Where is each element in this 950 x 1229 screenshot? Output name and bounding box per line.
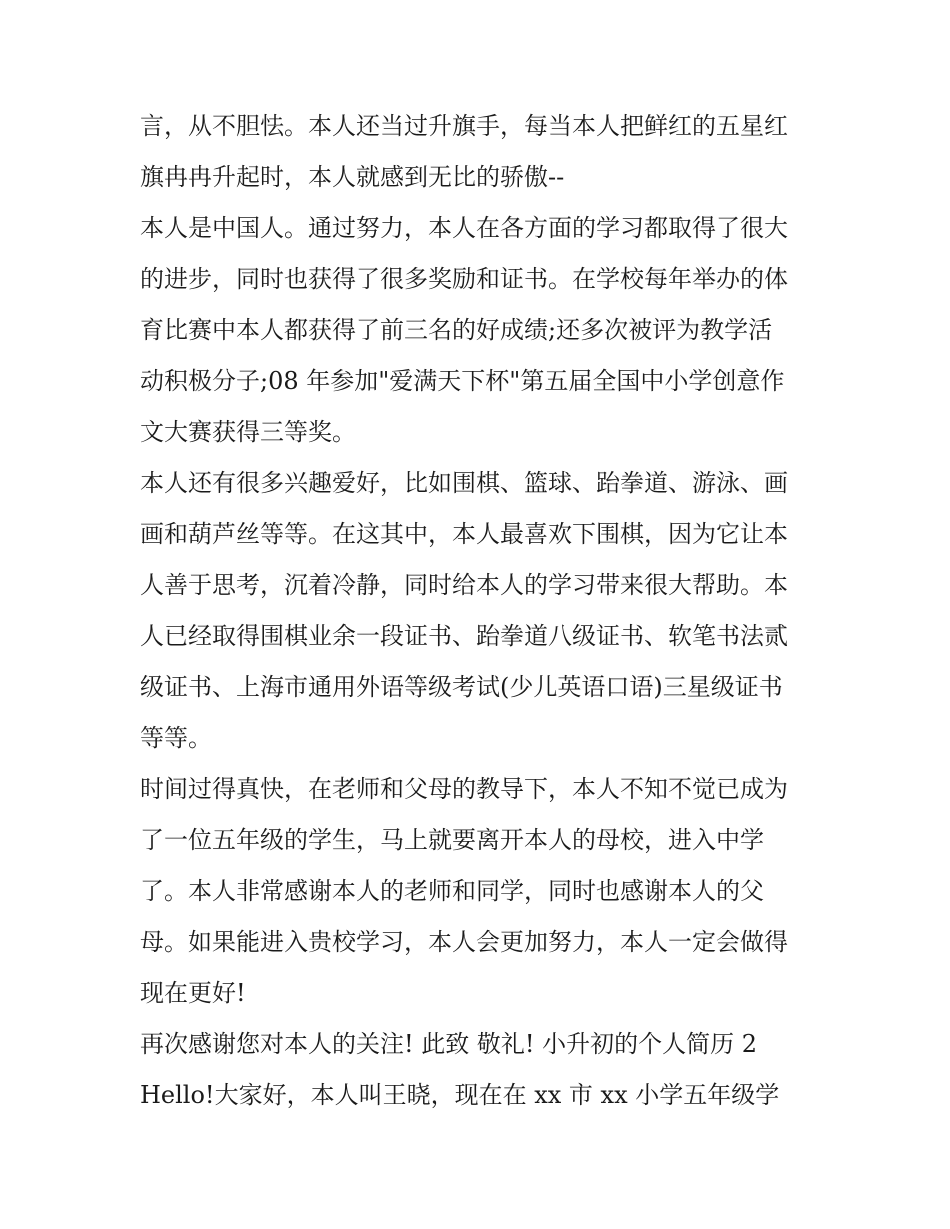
text-line: 动积极分子;08 年参加"爱满天下杯"第五届全国中小学创意作 [140, 367, 785, 395]
text-line: Hello!大家好，本人叫王晓，现在在 xx 市 xx 小学五年级学 [140, 1081, 780, 1109]
text-line: 等等。 [140, 724, 212, 752]
text-line: 旗冉冉升起时，本人就感到无比的骄傲-- [140, 163, 565, 191]
text-line: 言，从不胆怯。本人还当过升旗手，每当本人把鲜红的五星红 [140, 112, 788, 140]
text-line: 母。如果能进入贵校学习，本人会更加努力，本人一定会做得 [140, 928, 788, 956]
text-line: 了一位五年级的学生，马上就要离开本人的母校，进入中学 [140, 826, 764, 854]
text-line: 文大赛获得三等奖。 [140, 418, 356, 446]
text-line: 育比赛中本人都获得了前三名的好成绩;还多次被评为教学活 [140, 316, 773, 344]
text-line: 人善于思考，沉着冷静，同时给本人的学习带来很大帮助。本 [140, 571, 788, 599]
text-line: 本人还有很多兴趣爱好，比如围棋、篮球、跆拳道、游泳、画 [140, 469, 788, 497]
text-line: 画和葫芦丝等等。在这其中，本人最喜欢下围棋，因为它让本 [140, 520, 788, 548]
document-body [140, 101, 820, 1121]
text-line: 人已经取得围棋业余一段证书、跆拳道八级证书、软笔书法贰 [140, 622, 788, 650]
text-line: 了。本人非常感谢本人的老师和同学，同时也感谢本人的父 [140, 877, 764, 905]
text-line: 级证书、上海市通用外语等级考试(少儿英语口语)三星级证书 [140, 673, 783, 701]
text-line: 现在更好! [140, 979, 246, 1007]
text-line: 本人是中国人。通过努力，本人在各方面的学习都取得了很大 [140, 214, 788, 242]
text-line: 的进步，同时也获得了很多奖励和证书。在学校每年举办的体 [140, 265, 788, 293]
text-line: 再次感谢您对本人的关注! 此致 敬礼! 小升初的个人简历 2 [140, 1030, 758, 1058]
text-line: 时间过得真快，在老师和父母的教导下，本人不知不觉已成为 [140, 775, 788, 803]
